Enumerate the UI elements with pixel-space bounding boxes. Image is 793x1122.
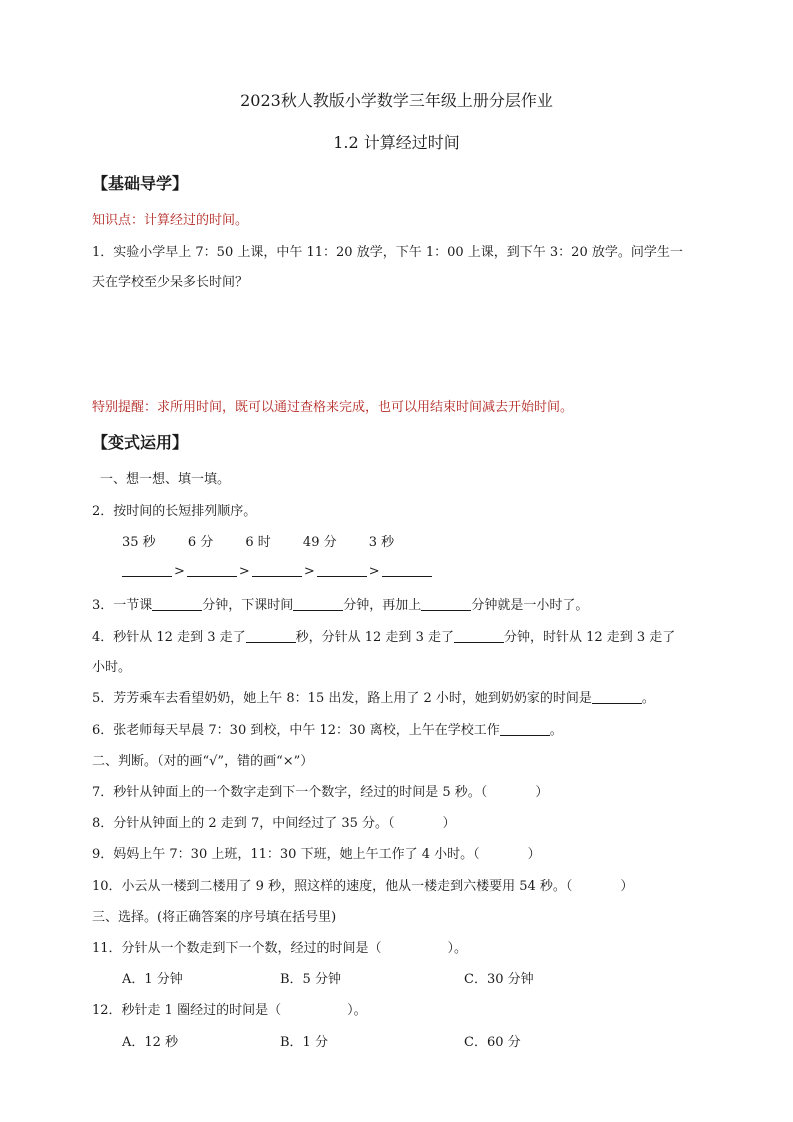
paren-close: ）	[620, 879, 634, 894]
page-subtitle: 1.2 计算经过时间	[333, 133, 460, 152]
part-3-heading: 三、选择。(将正确答案的序号填在括号里)	[92, 910, 337, 925]
q10-text: 10．小云从一楼到二楼用了 9 秒，照这样的速度，他从一楼走到六楼要用 54 秒。（	[92, 879, 573, 894]
option-a[interactable]: A．12 秒	[122, 1035, 179, 1050]
page-title: 2023秋人教版小学数学三年级上册分层作业	[240, 91, 553, 110]
answer-blank[interactable]	[152, 596, 202, 611]
q5-text: 。	[641, 691, 655, 706]
greater-than: >	[174, 564, 185, 579]
special-tip: 特别提醒：求所用时间，既可以通过查格来完成，也可以用结束时间减去开始时间。	[92, 400, 574, 415]
greater-than: >	[238, 564, 250, 579]
answer-blank[interactable]	[187, 562, 237, 577]
option-b[interactable]: B．1 分	[280, 1035, 328, 1050]
q4-text: 4．秒针从 12 走到 3 走了	[92, 630, 246, 645]
paren-close: ）	[442, 816, 456, 831]
section-variant: 【变式运用】	[92, 433, 189, 452]
answer-blank[interactable]	[122, 562, 172, 577]
answer-blank[interactable]	[246, 628, 296, 643]
question-2: 2．按时间的长短排列顺序。	[92, 504, 257, 519]
question-1-line-1: 1．实验小学早上 7：50 上课，中午 11：20 放学，下午 1：00 上课，到下午 3：20 放学。问学生一	[92, 245, 683, 260]
q7-text: 7．秒针从钟面上的一个数字走到下一个数字，经过的时间是 5 秒。（	[92, 785, 488, 800]
answer-blank[interactable]	[382, 562, 432, 577]
q9-text: 9．妈妈上午 7：30 上班，11：30 下班，她上午工作了 4 小时。（	[92, 847, 480, 862]
q12-text: 12．秒针走 1 圈经过的时间是（	[92, 1003, 282, 1018]
question-6	[92, 719, 563, 738]
question-7	[92, 781, 548, 800]
paren-close: ）	[527, 847, 541, 862]
unit-item: 6 时	[245, 535, 271, 550]
option-c[interactable]: C．30 分钟	[464, 972, 534, 987]
question-3	[92, 594, 588, 613]
answer-blank[interactable]	[421, 596, 471, 611]
q3-text: 分钟，再加上	[343, 598, 422, 613]
answer-blank[interactable]	[317, 562, 367, 577]
answer-blank[interactable]	[252, 562, 302, 577]
q6-text: 。	[549, 723, 563, 738]
q4-text: 分钟，时针从 12 走到 3 走了	[503, 630, 676, 645]
question-9	[92, 843, 541, 862]
paren-close: ）。	[347, 1003, 367, 1018]
answer-blank[interactable]	[293, 596, 343, 611]
question-11	[92, 937, 467, 956]
paren-close: ）	[535, 785, 549, 800]
question-4	[92, 626, 675, 645]
part-1-heading: 一、想一想、填一填。	[100, 472, 231, 487]
question-5	[92, 687, 655, 706]
question-1-line-2: 天在学校至少呆多长时间？	[92, 275, 249, 290]
q5-text: 5．芳芳乘车去看望奶奶，她上午 8：15 出发，路上用了 2 小时，她到奶奶家的时间是	[92, 691, 592, 706]
unit-item: 6 分	[187, 535, 214, 550]
q3-text: 分钟就是一小时了。	[471, 598, 589, 613]
unit-item: 49 分	[302, 535, 337, 550]
answer-blank[interactable]	[592, 689, 642, 704]
paren-close: ）。	[447, 941, 468, 956]
unit-item: 35 秒	[122, 535, 156, 550]
question-12	[92, 999, 367, 1018]
q11-text: 11．分针从一个数走到下一个数，经过的时间是（	[92, 941, 382, 956]
section-basic: 【基础导学】	[92, 174, 189, 193]
answer-blank[interactable]	[500, 721, 550, 736]
q8-text: 8．分针从钟面上的 2 走到 7，中间经过了 35 分。（	[92, 816, 395, 831]
question-2-order-blanks	[122, 562, 432, 579]
answer-blank[interactable]	[454, 628, 504, 643]
greater-than: >	[368, 564, 380, 579]
option-b[interactable]: B．5 分钟	[280, 972, 341, 987]
q3-text: 3．一节课	[92, 598, 153, 613]
q3-text: 分钟，下课时间	[202, 598, 294, 613]
part-2-heading: 二、判断。（对的画“√”，错的画“×”）	[92, 754, 314, 769]
knowledge-point: 知识点：计算经过的时间。	[92, 213, 249, 228]
question-8	[92, 812, 456, 831]
q6-text: 6．张老师每天早晨 7：30 到校，中午 12：30 离校，上午在学校工作	[92, 723, 500, 738]
greater-than: >	[303, 564, 315, 579]
option-a[interactable]: A．1 分钟	[122, 972, 183, 987]
option-c[interactable]: C．60 分	[464, 1035, 521, 1050]
q4-text: 秒，分针从 12 走到 3 走了	[295, 630, 454, 645]
question-10	[92, 875, 633, 894]
question-4-line-2: 小时。	[92, 660, 132, 675]
unit-item: 3 秒	[368, 535, 395, 550]
question-2-units	[122, 531, 422, 550]
